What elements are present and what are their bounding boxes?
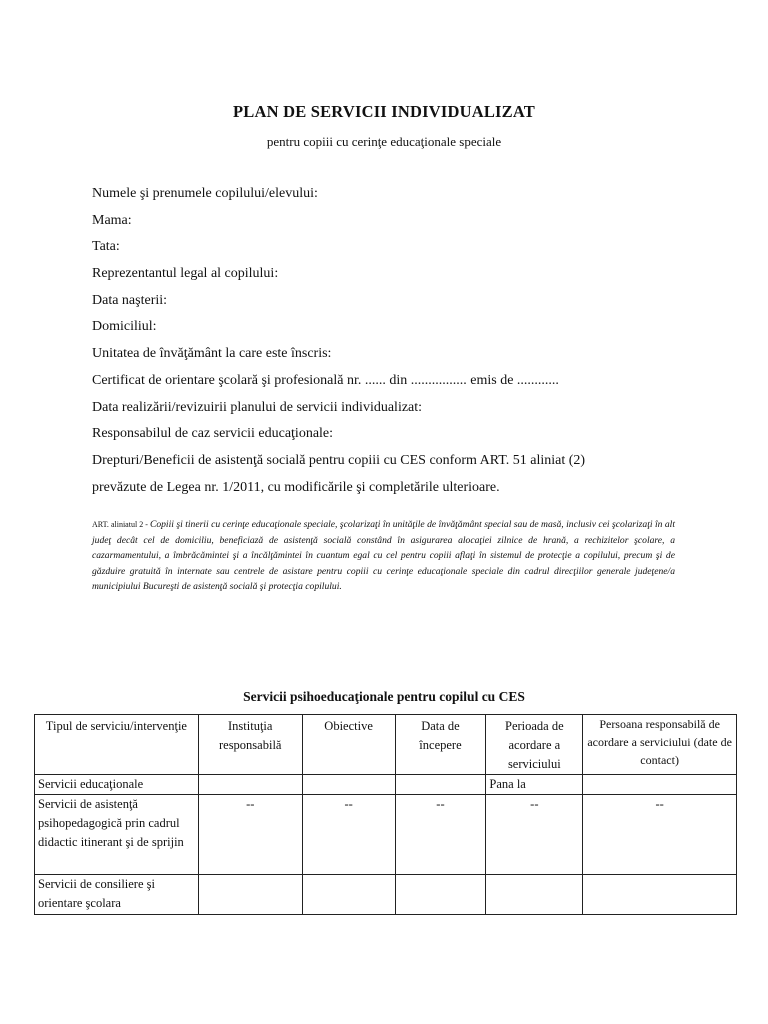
cell-institution — [198, 775, 302, 795]
cell-service: Servicii educaţionale — [35, 775, 199, 795]
cell-responsible: -- — [583, 795, 737, 875]
cell-start-date — [395, 875, 486, 915]
field-orientation-certificate: Certificat de orientare şcolară şi profesională nr. ...... din ................ emis de ............ — [92, 372, 559, 388]
field-child-name: Numele şi prenumele copilului/elevului: — [92, 186, 318, 201]
cell-objectives — [302, 775, 395, 795]
cell-objectives: -- — [302, 795, 395, 875]
table-row — [35, 875, 737, 915]
cell-period: Pana la — [486, 775, 583, 795]
header-institution: Instituţia responsabilă — [198, 715, 302, 775]
header-period: Perioada de acordare a serviciului — [486, 715, 583, 775]
header-service-type: Tipul de serviciu/intervenţie — [35, 715, 199, 775]
article-note-lead: ART. aliniatul 2 - — [92, 520, 150, 529]
cell-start-date — [395, 775, 486, 795]
services-table — [34, 714, 737, 915]
header-responsible-person: Persoana responsabilă de acordare a serviciului (date de contact) — [583, 715, 737, 775]
field-school-unit: Unitatea de învăţământ la care este înscris: — [92, 346, 332, 362]
header-objectives: Obiective — [302, 715, 395, 775]
field-father: Tata: — [92, 239, 120, 255]
article-note-body: Copiii şi tinerii cu cerinţe educaţionale speciale, şcolarizaţi în unităţile de învăţământ special sau de masă, inclusiv cei şcolarizaţi în alt judeţ decât cel de domiciliu, beneficiază de asistenţă socială constând în asigurarea alocaţiei zilnice de hrană, a rechizitelor şcolare, a cazarmamentului, a îmbrăcămintei şi a încălţămintei în cuantum egal cu cel pentru copiii aflaţi în sistemul de protecţie a copilului, precum şi de găzduire gratuită în internate sau centrele de asistare pentru copiii cu cerinţe educaţionale speciale din cadrul direcţiilor generale judeţene/a municipiului Bucureşti de asistenţă socială şi protecţia copilului. — [92, 519, 675, 593]
cell-responsible — [583, 775, 737, 795]
field-legal-basis: prevăzute de Legea nr. 1/2011, cu modificările şi completările ulterioare. — [92, 479, 500, 495]
field-case-manager: Responsabilul de caz servicii educaţionale: — [92, 426, 334, 442]
cell-responsible — [583, 875, 737, 915]
field-birth-date: Data naşterii: — [92, 292, 168, 308]
field-legal-representative: Reprezentantul legal al copilului: — [92, 266, 279, 282]
cell-start-date: -- — [395, 795, 486, 875]
header-start-date: Data de începere — [395, 715, 486, 775]
cell-period: -- — [486, 795, 583, 875]
cell-institution: -- — [198, 795, 302, 875]
document-title: PLAN DE SERVICII INDIVIDUALIZAT — [233, 102, 535, 121]
field-plan-date: Data realizării/revizuirii planului de servicii individualizat: — [92, 399, 423, 415]
services-table-title: Servicii psihoeducaţionale pentru copilul cu CES — [243, 689, 525, 704]
document-subtitle: pentru copiii cu cerinţe educaţionale speciale — [266, 134, 502, 149]
cell-service: Servicii de consiliere şi orientare şcolara — [35, 875, 199, 915]
article-note — [92, 517, 675, 595]
table-row — [35, 795, 737, 875]
field-social-benefits: Drepturi/Beneficii de asistenţă socială pentru copiii cu CES conform ART. 51 aliniat (2) — [92, 452, 586, 468]
table-header-row — [35, 715, 737, 775]
cell-objectives — [302, 875, 395, 915]
cell-institution — [198, 875, 302, 915]
cell-service: Servicii de asistenţă psihopedagogică prin cadrul didactic itinerant şi de sprijin — [35, 795, 199, 875]
cell-period — [486, 875, 583, 915]
field-address: Domiciliul: — [92, 319, 157, 335]
child-info-fields — [92, 185, 692, 505]
table-row — [35, 775, 737, 795]
field-mother: Mama: — [92, 212, 132, 228]
